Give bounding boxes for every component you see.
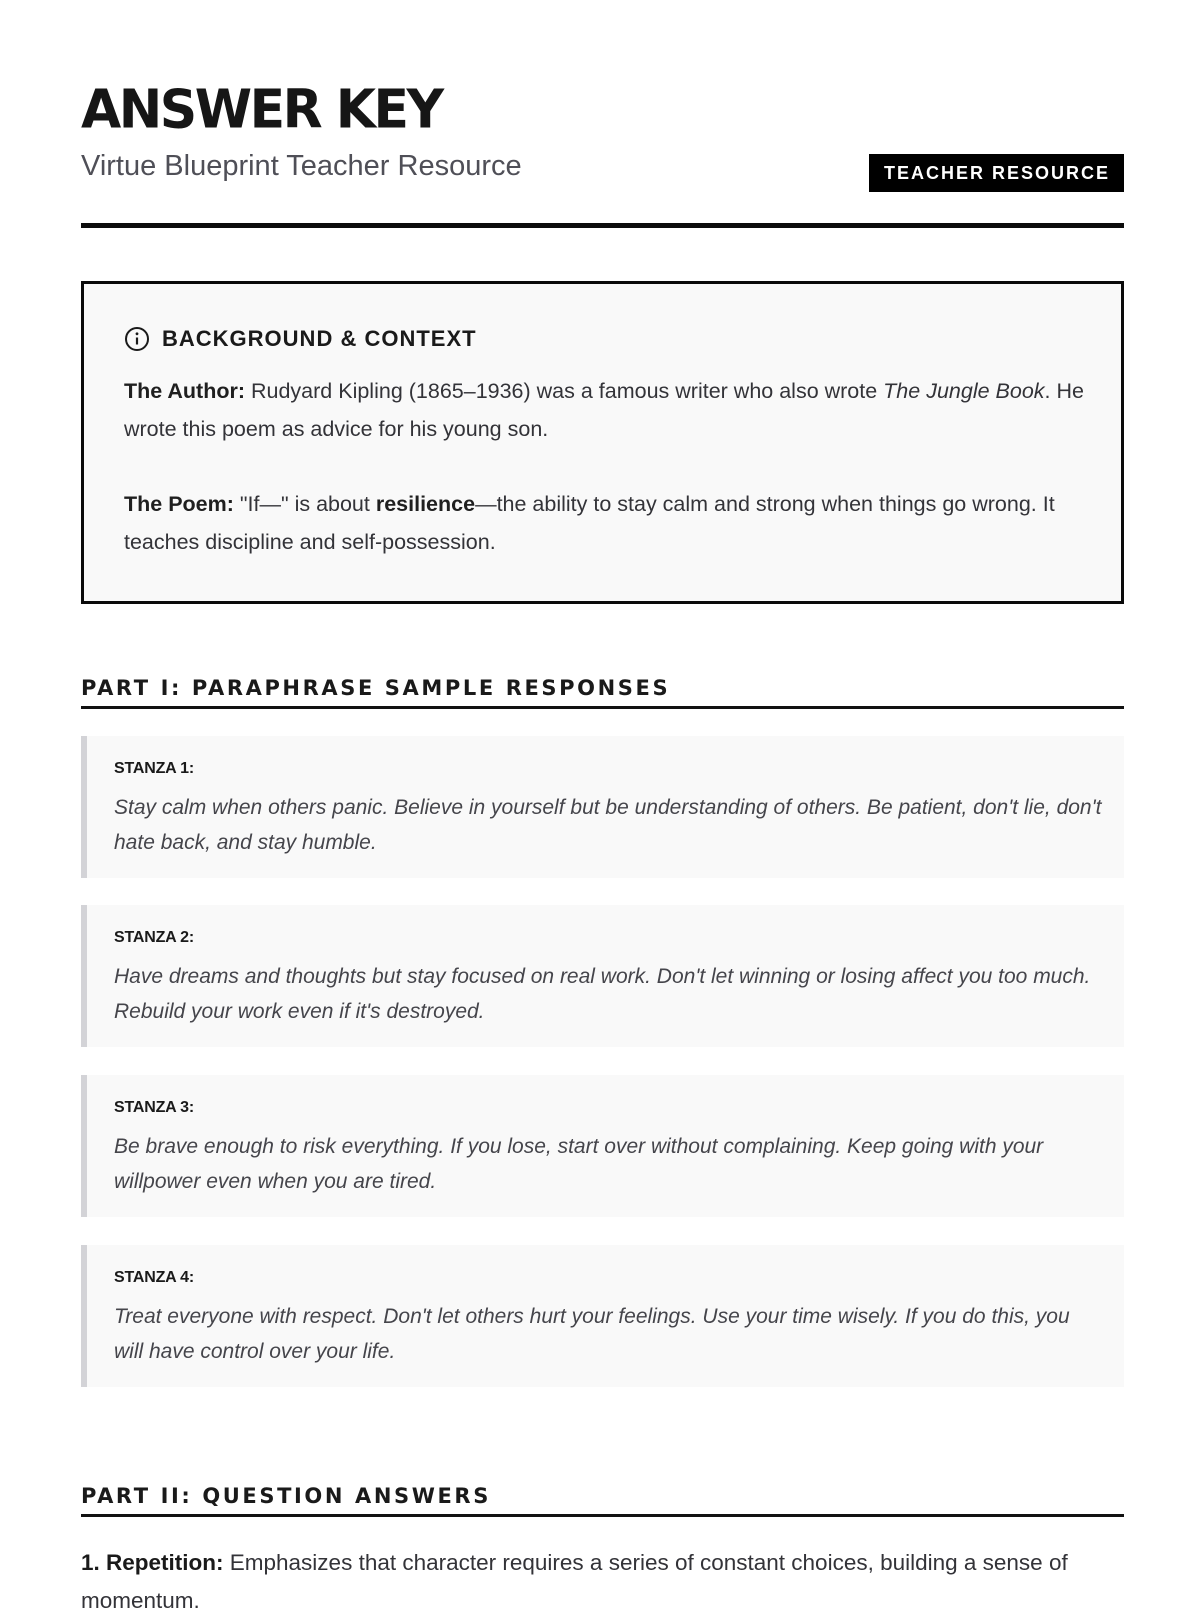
- part-1-heading: PART I: PARAPHRASE SAMPLE RESPONSES: [81, 674, 1124, 709]
- poem-paragraph: [124, 485, 1084, 561]
- answer-item: [81, 1544, 1081, 1620]
- author-text-after: . He wrote this poem as advice for his young son.: [124, 379, 1084, 441]
- page-subtitle: Virtue Blueprint Teacher Resource: [81, 150, 522, 182]
- stanza-paraphrase: Have dreams and thoughts but stay focused on real work. Don't let winning or losing affect you too much. Rebuild your work even if it's destroyed.: [114, 965, 1091, 1023]
- stanza-label: STANZA 4:: [114, 1269, 194, 1286]
- stanza-label: STANZA 2:: [114, 929, 194, 946]
- answer-key-page: [81, 0, 1124, 1613]
- answer-text: Emphasizes that character requires a series of constant choices, building a sense of momentum.: [81, 1550, 1068, 1613]
- info-icon: [124, 326, 150, 352]
- page-header: [81, 0, 1124, 228]
- poem-text-after: —the ability to stay calm and strong when things go wrong. It teaches discipline and self-possession.: [124, 492, 1055, 554]
- author-label: The Author:: [124, 379, 246, 403]
- author-paragraph: [124, 372, 1084, 448]
- page-title: ANSWER KEY: [81, 79, 442, 141]
- poem-text-before: "If—" is about: [233, 492, 376, 516]
- author-text-before: Rudyard Kipling (1865–1936) was a famous writer who also wrote: [245, 379, 884, 403]
- stanza-paraphrase: Be brave enough to risk everything. If you lose, start over without complaining. Keep going with your willpower even when you are tired.: [114, 1135, 1044, 1193]
- context-heading: [124, 326, 477, 352]
- teacher-resource-badge: TEACHER RESOURCE: [869, 154, 1124, 192]
- answer-label: 1. Repetition:: [81, 1550, 224, 1575]
- stanza-label: STANZA 1:: [114, 760, 194, 777]
- stanza-card: [81, 736, 1124, 878]
- stanza-paraphrase: Treat everyone with respect. Don't let others hurt your feelings. Use your time wisely. If you do this, you will have control over your life.: [114, 1305, 1070, 1363]
- background-context-box: [81, 281, 1124, 604]
- poem-emphasis: resilience: [375, 492, 476, 516]
- context-heading-label: BACKGROUND & CONTEXT: [162, 326, 477, 351]
- stanza-paraphrase: Stay calm when others panic. Believe in yourself but be understanding of others. Be patient, don't lie, don't hate back, and stay humble.: [114, 796, 1102, 854]
- stanza-card: [81, 905, 1124, 1047]
- poem-label: The Poem:: [124, 492, 234, 516]
- stanza-label: STANZA 3:: [114, 1099, 194, 1116]
- part-2-heading: PART II: QUESTION ANSWERS: [81, 1482, 1124, 1517]
- stanza-card: [81, 1075, 1124, 1217]
- book-title: The Jungle Book: [883, 379, 1045, 403]
- stanza-card: [81, 1245, 1124, 1387]
